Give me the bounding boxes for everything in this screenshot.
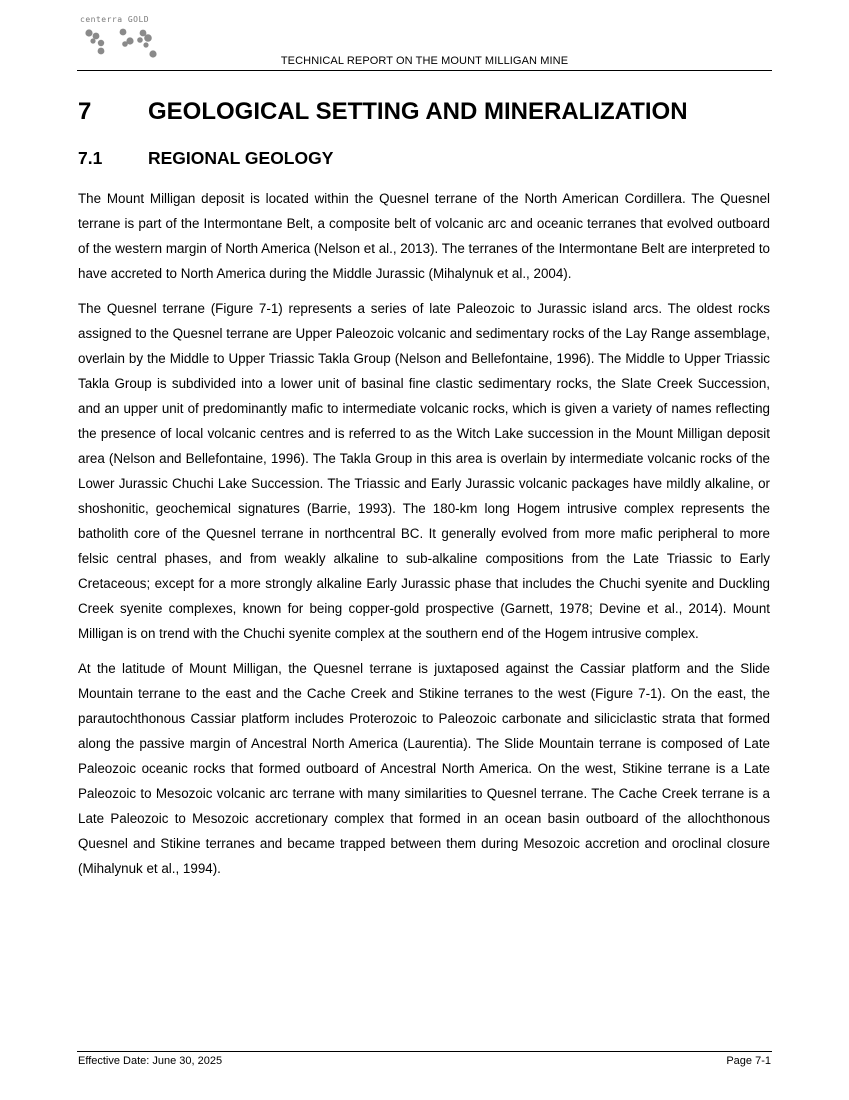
report-header-title: TECHNICAL REPORT ON THE MOUNT MILLIGAN MINE [280, 55, 569, 67]
footer-divider [77, 1051, 772, 1052]
paragraph: The Quesnel terrane (Figure 7-1) represents a series of late Paleozoic to Jurassic island arcs. The oldest rocks assigned to the Quesnel terrane are Upper Paleozoic volcanic and sedimentary rocks of the Lay Range assemblage, overlain by the Middle to Upper Triassic Takla Group (Nelson and Bellefontaine, 1996). The Middle to Upper Triassic Takla Group is subdivided into a lower unit of basinal fine clastic sedimentary rocks, the Slate Creek Succession, and an upper unit of predominantly mafic to intermediate volcanic rocks, which is given a variety of names reflecting the presence of local volcanic centres and is referred to as the Witch Lake succession in the Mount Milligan deposit area (Nelson and Bellefontaine, 1996). The Takla Group in this area is overlain by intermediate volcanic rocks of the Lower Jurassic Chuchi Lake Succession. The Triassic and Early Jurassic volcanic packages have mildly alkaline, or shoshonitic, geochemical signatures (Barrie, 1993). The 180-km long Hogem intrusive complex represents the batholith core of the Quesnel terrane in northcentral BC. It generally evolved from more mafic peripheral to more felsic central phases, and from weakly alkaline to sub-alkaline compositions from the Late Triassic to Early Cretaceous; except for a more strongly alkaline Early Jurassic phase that includes the Chuchi syenite and Duckling Creek syenite complexes, known for being copper-gold prospective (Garnett, 1978; Devine et al., 2014). Mount Milligan is on trend with the Chuchi syenite complex at the southern end of the Hogem intrusive complex. [78, 301, 770, 641]
logo-wordmark: centerra GOLD [80, 15, 150, 24]
section-heading [78, 98, 688, 126]
header-divider [77, 70, 772, 71]
section-number: 7 [78, 98, 92, 125]
subsection-heading [78, 148, 333, 169]
effective-date: Effective Date: June 30, 2025 [78, 1055, 223, 1067]
subsection-number: 7.1 [78, 148, 103, 168]
section-title: GEOLOGICAL SETTING AND MINERALIZATION [148, 98, 688, 125]
page-number: Page 7-1 [726, 1055, 771, 1067]
subsection-title: REGIONAL GEOLOGY [148, 148, 334, 168]
paragraph: At the latitude of Mount Milligan, the Quesnel terrane is juxtaposed against the Cassiar platform and the Slide Mountain terrane to the east and the Cache Creek and Stikine terranes to the west (Figure 7-1). On the east, the parautochthonous Cassiar platform includes Proterozoic to Paleozoic carbonate and siliciclastic strata that formed along the passive margin of Ancestral North America (Laurentia). The Slide Mountain terrane is composed of Late Paleozoic oceanic rocks that formed outboard of Ancestral North America. On the west, Stikine terrane is a Late Paleozoic to Mesozoic volcanic arc terrane with many similarities to Quesnel terrane. The Cache Creek terrane is a Late Paleozoic to Mesozoic accretionary complex that formed in an ocean basin outboard of the allochthonous Quesnel and Stikine terranes and became trapped between them during Mesozoic accretion and oroclinal closure (Mihalynuk et al., 1994). [78, 661, 770, 876]
paragraph: The Mount Milligan deposit is located within the Quesnel terrane of the North American Cordillera. The Quesnel terrane is part of the Intermontane Belt, a composite belt of volcanic arc and oceanic terranes that evolved outboard of the western margin of North America (Nelson et al., 2013). The terranes of the Intermontane Belt are interpreted to have accreted to North America during the Middle Jurassic (Mihalynuk et al., 2004). [78, 191, 770, 281]
body-text [78, 186, 770, 891]
